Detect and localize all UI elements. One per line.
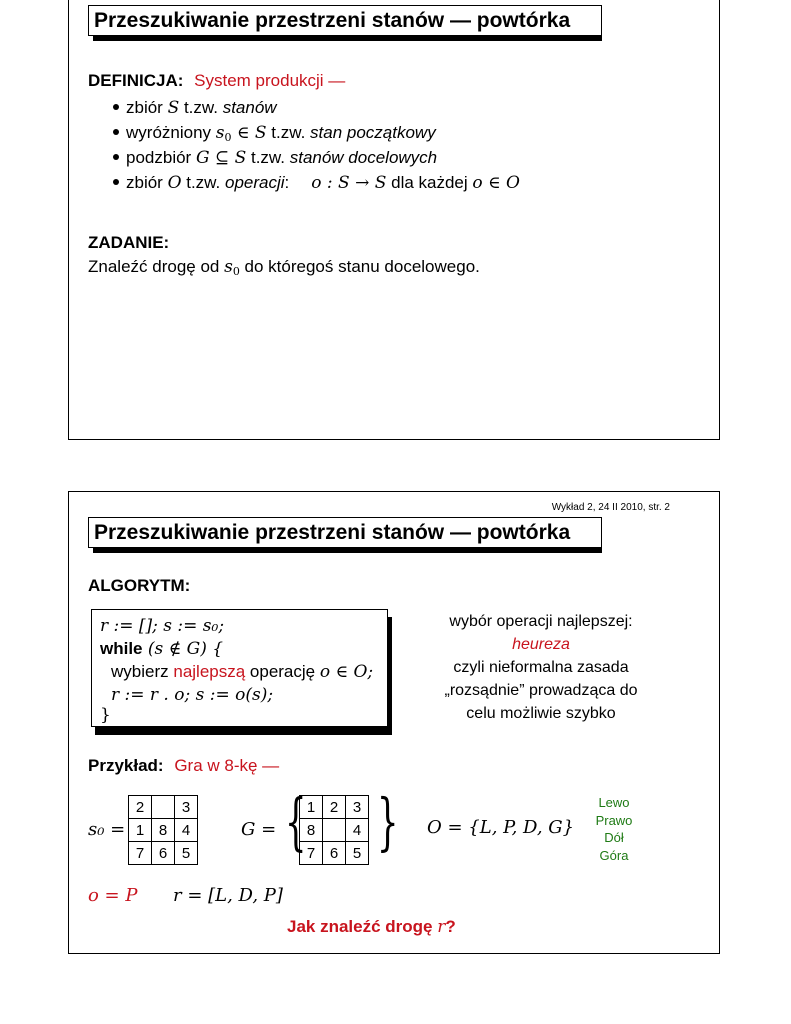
g-label: G =: [241, 819, 277, 840]
grid-cell: 2: [129, 796, 152, 819]
grid-cell: 8: [300, 819, 323, 842]
operation-names: [587, 794, 641, 864]
right-brace: }: [376, 785, 399, 858]
zadanie-label: ZADANIE:: [88, 233, 170, 252]
heuristic-line-1: wybór operacji najlepszej:: [449, 613, 633, 630]
algo-line-5: }: [100, 705, 111, 725]
r-equation: r = [L, D, P]: [173, 885, 283, 906]
bullet-item: zbiór O t.zw. operacji: o : S → S dla każdej o ∈ O: [113, 173, 520, 193]
slide-1-title: Przeszukiwanie przestrzeni stanów — powtórka: [88, 5, 602, 36]
grid-cell: 7: [129, 842, 152, 865]
zadanie-text: Znaleźć drogę od $s_0$ do któregoś stanu docelowego.: [88, 257, 480, 278]
grid-cell: 7: [300, 842, 323, 865]
s0-label: s₀ =: [88, 819, 126, 840]
slide-1: [68, 0, 720, 440]
o-equation: o = P: [88, 885, 138, 906]
algo-line-4: r := r . o; s := o(s);: [111, 685, 274, 705]
op-name: Góra: [599, 847, 629, 863]
grid-cell: 5: [346, 842, 369, 865]
goal-grid: [299, 795, 369, 865]
grid-cell: 4: [175, 819, 198, 842]
question: Jak znaleźć drogę r?: [287, 917, 456, 937]
slide-2-title-frame: [88, 517, 597, 548]
grid-cell: 3: [175, 796, 198, 819]
grid-cell: [323, 819, 346, 842]
slide-2-title: Przeszukiwanie przestrzeni stanów — powtórka: [88, 517, 602, 548]
bullet-item: zbiór S t.zw. stanów: [113, 98, 277, 118]
grid-cell: [152, 796, 175, 819]
slide-1-title-frame: [88, 5, 597, 36]
bullet-item: wyróżniony $s_0$ ∈ S t.zw. stan początkowy: [113, 123, 436, 144]
grid-cell: 8: [152, 819, 175, 842]
grid-cell: 3: [346, 796, 369, 819]
algo-line-2: while (s ∉ G) {: [100, 639, 224, 659]
przyklad-label: Przykład:: [88, 756, 164, 775]
op-name: Dół: [604, 830, 624, 845]
heuristic-line-4: „rozsądnie” prowadząca do: [444, 682, 638, 699]
grid-cell: 5: [175, 842, 198, 865]
przyklad-text: Gra w 8-kę —: [174, 756, 280, 775]
slide-2: [68, 491, 720, 954]
grid-cell: 4: [346, 819, 369, 842]
heuristic-term: heureza: [512, 636, 570, 653]
grid-cell: 6: [152, 842, 175, 865]
operations-set: O = {L, P, D, G}: [427, 817, 575, 838]
algo-line-1: r := []; s := s₀;: [100, 616, 225, 636]
algo-line-3: wybierz najlepszą operację o ∈ O;: [111, 662, 374, 682]
definicja-label: DEFINICJA:: [88, 71, 184, 90]
slide-header: Wykład 2, 24 II 2010, str. 2: [551, 502, 670, 513]
grid-cell: 2: [323, 796, 346, 819]
heuristic-line-3: czyli nieformalna zasada: [453, 659, 629, 676]
grid-cell: 1: [300, 796, 323, 819]
przyklad-line: [88, 756, 279, 776]
heuristic-line-5: celu możliwie szybko: [466, 705, 616, 722]
left-brace: {: [284, 785, 307, 858]
grid-cell: 6: [323, 842, 346, 865]
bullet-item: podzbiór G ⊆ S t.zw. stanów docelowych: [113, 148, 437, 168]
op-name: Prawo: [595, 812, 633, 828]
algorithm-box: [91, 609, 388, 727]
heuristic-note: [417, 610, 665, 725]
algorytm-label: ALGORYTM:: [88, 576, 191, 595]
grid-cell: 1: [129, 819, 152, 842]
s0-grid: [128, 795, 198, 865]
op-name: Lewo: [598, 795, 630, 810]
definicja-text: System produkcji —: [194, 71, 346, 90]
definicja-line: [88, 71, 345, 91]
